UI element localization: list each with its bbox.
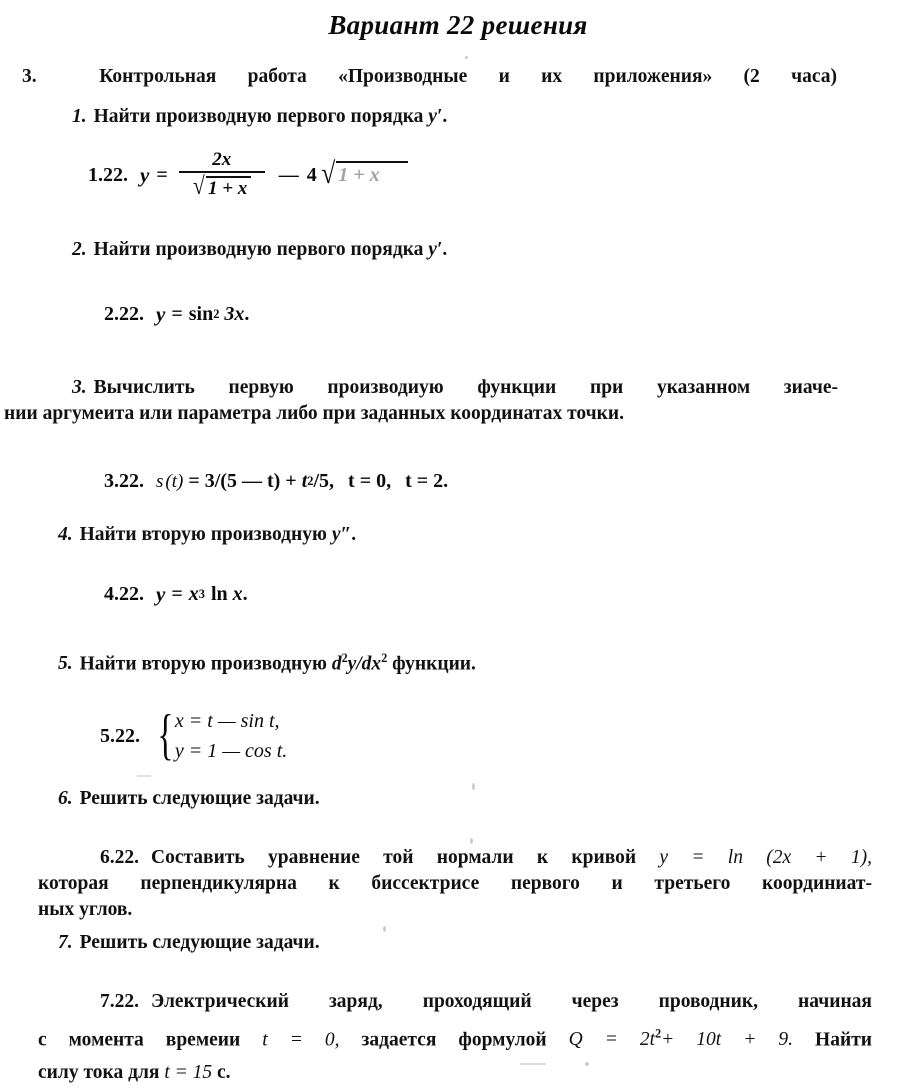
task-4-prompt xyxy=(58,522,356,548)
radical-icon-2 xyxy=(320,157,408,190)
task-4-math: y″ xyxy=(331,524,352,545)
section-title: Контрольная работа «Производные и их приложения» (2 часа) xyxy=(99,66,837,87)
task-3-line-1 xyxy=(38,375,838,401)
formula-2-22-power: 2 xyxy=(213,307,220,321)
problem-7-22-label: 7.22. xyxy=(100,991,139,1012)
formula-1-22-equals: = xyxy=(156,163,168,186)
section-number: 3. xyxy=(22,66,37,87)
task-7-number: 7. xyxy=(58,932,73,953)
formula-1-22-lhs: y xyxy=(140,162,150,187)
radical-sign-icon: √ xyxy=(193,172,205,200)
radical-icon xyxy=(192,172,251,200)
problem-7-22-line-2 xyxy=(38,1018,872,1056)
formula-3-22-cond-1: t = 0, xyxy=(348,470,392,492)
problem-7-22-t0: t = 0, xyxy=(262,1029,340,1051)
task-1-text: Найти производную первого порядка xyxy=(93,106,424,127)
task-1-prompt xyxy=(72,104,447,130)
task-6-text: Решить следующие задачи. xyxy=(79,788,320,809)
scan-speck xyxy=(137,775,151,777)
system-rows xyxy=(175,706,287,766)
task-5-math-d: d xyxy=(331,653,342,675)
problem-7-22-text-3a: силу тока для xyxy=(38,1062,160,1084)
problem-7-22-text-3b: с. xyxy=(217,1062,231,1084)
formula-5-22 xyxy=(100,706,287,766)
task-1-number: 1. xyxy=(72,106,87,127)
problem-6-22-text-2: которая перпендикулярна к биссектрисе первого и третьего координиат- xyxy=(38,873,872,894)
formula-4-22-ln: ln xyxy=(210,583,228,605)
task-3-line-2 xyxy=(4,401,838,427)
scan-speck xyxy=(383,926,386,932)
formula-4-22-period: . xyxy=(242,583,248,605)
radicand: 1 + x xyxy=(206,176,251,200)
problem-7-22-t15: t = 15 xyxy=(164,1062,213,1084)
problem-6-22-line-1 xyxy=(38,845,872,871)
problem-7-22-text-2b: задается формулой xyxy=(361,1029,547,1051)
radical-sign-icon-2: √ xyxy=(320,157,335,190)
scan-speck xyxy=(520,1063,546,1065)
task-2-number: 2. xyxy=(72,239,87,260)
formula-1-22-label: 1.22. xyxy=(88,163,128,186)
formula-3-22-term-2-div: /5, xyxy=(313,470,335,492)
formula-5-22-label: 5.22. xyxy=(100,724,140,747)
problem-7-22-line-3 xyxy=(38,1056,872,1089)
task-3-number: 3. xyxy=(72,377,87,398)
formula-4-22-equals: = xyxy=(171,583,183,605)
scan-speck xyxy=(585,1062,589,1066)
task-6-prompt xyxy=(58,786,320,812)
problem-6-22-label: 6.22. xyxy=(100,847,139,868)
formula-1-22-numerator: 2x xyxy=(212,149,232,170)
problem-7-22 xyxy=(38,985,872,1089)
problem-7-22-text-1: Электрический заряд, проходящий через проводник, начиная xyxy=(151,991,872,1012)
left-brace-icon: { xyxy=(157,704,174,767)
formula-1-22-denominator xyxy=(185,173,258,200)
page-title: Вариант 22 решения xyxy=(328,10,588,40)
scan-speck xyxy=(470,838,473,844)
task-2-prompt xyxy=(72,237,447,263)
problem-7-22-text-2a: с момента времеии xyxy=(38,1029,241,1051)
section-heading xyxy=(22,64,837,90)
task-7-text: Решить следующие задачи. xyxy=(79,932,320,953)
task-3-text-2: нии аргумеита или параметра либо при заданных координатах точки. xyxy=(4,403,624,424)
problem-7-22-math-sup: 2 xyxy=(655,1027,662,1041)
problem-6-22-line-2 xyxy=(38,871,872,897)
formula-3-22-cond-2: t = 2. xyxy=(405,470,449,492)
formula-5-22-system xyxy=(152,706,287,766)
task-2-period: . xyxy=(442,239,448,260)
problem-7-22-line-1 xyxy=(38,985,872,1018)
problem-6-22-text-3: ных углов. xyxy=(38,899,133,920)
formula-4-22-arg: x xyxy=(232,583,243,605)
formula-1-22-fraction xyxy=(179,150,265,200)
task-1-period: . xyxy=(442,106,448,127)
formula-1-22 xyxy=(88,150,409,200)
formula-2-22-function: sin xyxy=(188,303,214,325)
formula-3-22-plus: + xyxy=(285,470,297,492)
task-4-number: 4. xyxy=(58,524,73,545)
task-2-math: y′ xyxy=(428,239,443,260)
problem-7-22-math-q: Q = 2t xyxy=(568,1029,656,1051)
task-5-math-y: y/dx xyxy=(347,653,382,675)
formula-2-22 xyxy=(104,302,249,327)
problem-6-22-line-3 xyxy=(38,897,872,923)
formula-2-22-period: . xyxy=(244,303,250,325)
formula-1-22-coefficient: 4 xyxy=(306,163,317,186)
formula-3-22-term-2-base: t xyxy=(301,470,308,492)
formula-4-22-base: x xyxy=(188,583,199,605)
problem-7-22-math-group xyxy=(569,1029,793,1050)
formula-3-22-lhs-arg: (t) xyxy=(165,470,184,492)
task-1-math: y′ xyxy=(428,106,443,127)
task-5-math-sup-1: 2 xyxy=(341,651,348,665)
formula-3-22-term-2-power: 2 xyxy=(307,474,314,488)
task-4-text: Найти вторую производную xyxy=(79,524,327,545)
problem-6-22 xyxy=(38,845,872,923)
task-5-number: 5. xyxy=(58,653,73,675)
formula-2-22-lhs: y xyxy=(156,302,166,326)
task-5-text-after: функции. xyxy=(392,653,476,675)
problem-6-22-math: y = ln (2x + 1), xyxy=(659,847,873,868)
formula-4-22 xyxy=(104,582,248,607)
task-5-math-sup-2: 2 xyxy=(381,651,388,665)
formula-1-22-minus: — xyxy=(278,163,299,186)
task-7-prompt xyxy=(58,930,320,956)
formula-3-22-equals: = xyxy=(188,470,200,492)
scan-speck xyxy=(472,783,475,790)
task-4-period: . xyxy=(351,524,357,545)
formula-3-22-term-1: 3/(5 — t) xyxy=(204,470,281,492)
task-5-prompt xyxy=(58,645,476,677)
task-6-number: 6. xyxy=(58,788,73,809)
task-3-text-1: Вычислить первую производиую функции при указанном зиаче- xyxy=(93,377,838,398)
formula-4-22-lhs: y xyxy=(156,582,166,606)
problem-6-22-text-1: Составить уравнение той нормали к кривой xyxy=(151,847,637,868)
task-5-text: Найти вторую производную xyxy=(79,653,327,675)
formula-2-22-label: 2.22. xyxy=(104,303,144,325)
formula-3-22-lhs: s xyxy=(156,470,164,492)
formula-2-22-arg: 3x xyxy=(224,303,245,325)
formula-5-22-row-2: y = 1 — cos t. xyxy=(174,740,288,762)
formula-4-22-label: 4.22. xyxy=(104,583,144,605)
formula-4-22-power: 3 xyxy=(198,587,205,601)
formula-2-22-equals: = xyxy=(171,303,183,325)
formula-5-22-row-1: x = t — sin t, xyxy=(174,710,280,732)
problem-7-22-math-rest: + 10t + 9. xyxy=(661,1029,794,1051)
formula-3-22-label: 3.22. xyxy=(104,470,144,492)
scan-speck xyxy=(465,56,468,59)
formula-3-22 xyxy=(104,470,448,493)
problem-7-22-text-2c: Найти xyxy=(815,1029,873,1051)
radicand-2: 1 + x xyxy=(336,161,408,190)
task-3-prompt xyxy=(4,375,838,427)
task-2-text: Найти производную первого порядка xyxy=(93,239,424,260)
